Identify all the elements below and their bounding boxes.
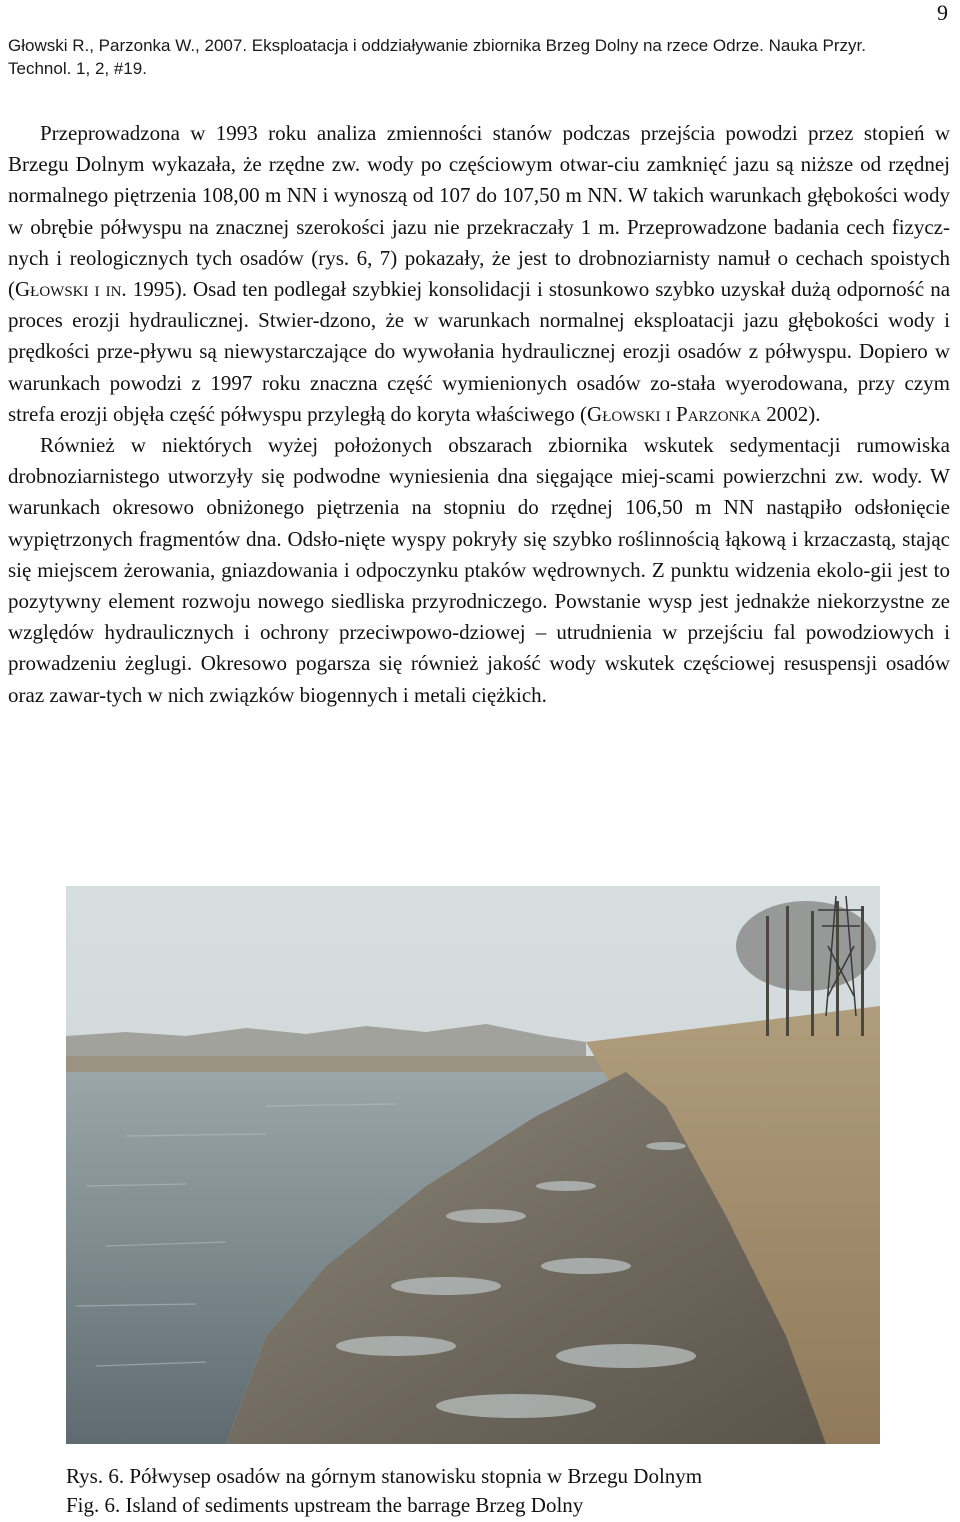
photo-illustration — [66, 886, 880, 1444]
citation-year-2002: 2002). — [761, 401, 821, 426]
citation-year-1995: 1995). — [126, 277, 193, 302]
far-shore — [66, 1056, 626, 1074]
figure-photo-sediment-peninsula — [66, 886, 880, 1444]
page-number: 9 — [937, 0, 948, 25]
caption-english: Fig. 6. Island of sediments upstream the barrage Brzeg Dolny — [66, 1493, 584, 1517]
running-header-line-1: Głowski R., Parzonka W., 2007. Eksploatacja i oddziaływanie zbiornika Brzeg Dolny na rzece Odrze. Nauka Przyr. — [8, 36, 866, 55]
paragraph-1-part-1: Przeprowadzona w 1993 roku analiza zmienności stanów podczas przejścia powodzi przez stopień w Brzegu Dolnym wykazała, że rzędne zw. wody po częściowym otwar-ciu zamknięć jazu są niższe od rzędnej normalnego piętrzenia 108,00 m NN i wynoszą od 107 do 107,50 m NN. W takich warunkach głębokości wody w obrębie półwyspu na znacznej szerokości jazu nie przekraczały 1 m. Przeprowadzone badania cech fizycz-nych i reologicznych tych osadów (rys. 6, 7) pokazały, że jest to drobnoziarnisty namuł o cechach spoistych ( — [8, 121, 950, 302]
paragraph-1 — [8, 118, 950, 430]
citation-glowski-parzonka: Głowski i Parzonka — [587, 401, 762, 426]
paragraph-1-part-2: Osad ten podlegał szybkiej konsolidacji i stosunkowo szybko uzyskał dużą odporność na proces erozji hydraulicznej. Stwier-dzono, że w warunkach normalnej eksploatacji jazu głębokości wody i prędkości prze-pływu są niewystarczające do wywołania hydraulicznej erozji osadów z półwyspu. Dopiero w warunkach powodzi z 1997 roku znaczna część wymienionych osadów zo-stała wyerodowana, przy czym strefa erozji objęła część półwyspu przyległą do koryta właściwego ( — [8, 277, 951, 426]
paragraph-2: Również w niektórych wyżej położonych obszarach zbiornika wskutek sedymentacji rumowiska drobnoziarnistego utworzyły się podwodne wyniesienia dna sięgające miej-scami powierzchni zw. wody. W warunkach okresowo obniżonego piętrzenia na stopniu do rzędnej 106,50 m NN nastąpiło odsłonięcie wypiętrzonych fragmentów dna. Odsło-nięte wyspy pokryły się szybko roślinnością łąkową i krzaczastą, stając się miejscem żerowania, gniazdowania i odpoczynku ptaków wędrownych. Z punktu widzenia ekolo-gii jest to pozytywny element rozwoju nowego siedliska przyrodniczego. Powstanie wysp jest jednakże niekorzystne ze względów hydraulicznych i ochrony przeciwpowo-dziowej – utrudnienia w przejściu fal powodziowych i prowadzeniu żeglugi. Okresowo pogarsza się również jakość wody wskutek częściowej resuspensji osadów oraz zawar-tych w nich związków biogennych i metali ciężkich. — [8, 433, 950, 707]
body-text — [8, 118, 950, 711]
running-header-line-2: Technol. 1, 2, #19. — [8, 59, 147, 78]
citation-glowski-in: Głowski i in. — [15, 277, 127, 302]
figure-caption — [66, 1462, 702, 1520]
running-header — [8, 34, 908, 80]
caption-polish: Rys. 6. Półwysep osadów na górnym stanowisku stopnia w Brzegu Dolnym — [66, 1464, 703, 1488]
